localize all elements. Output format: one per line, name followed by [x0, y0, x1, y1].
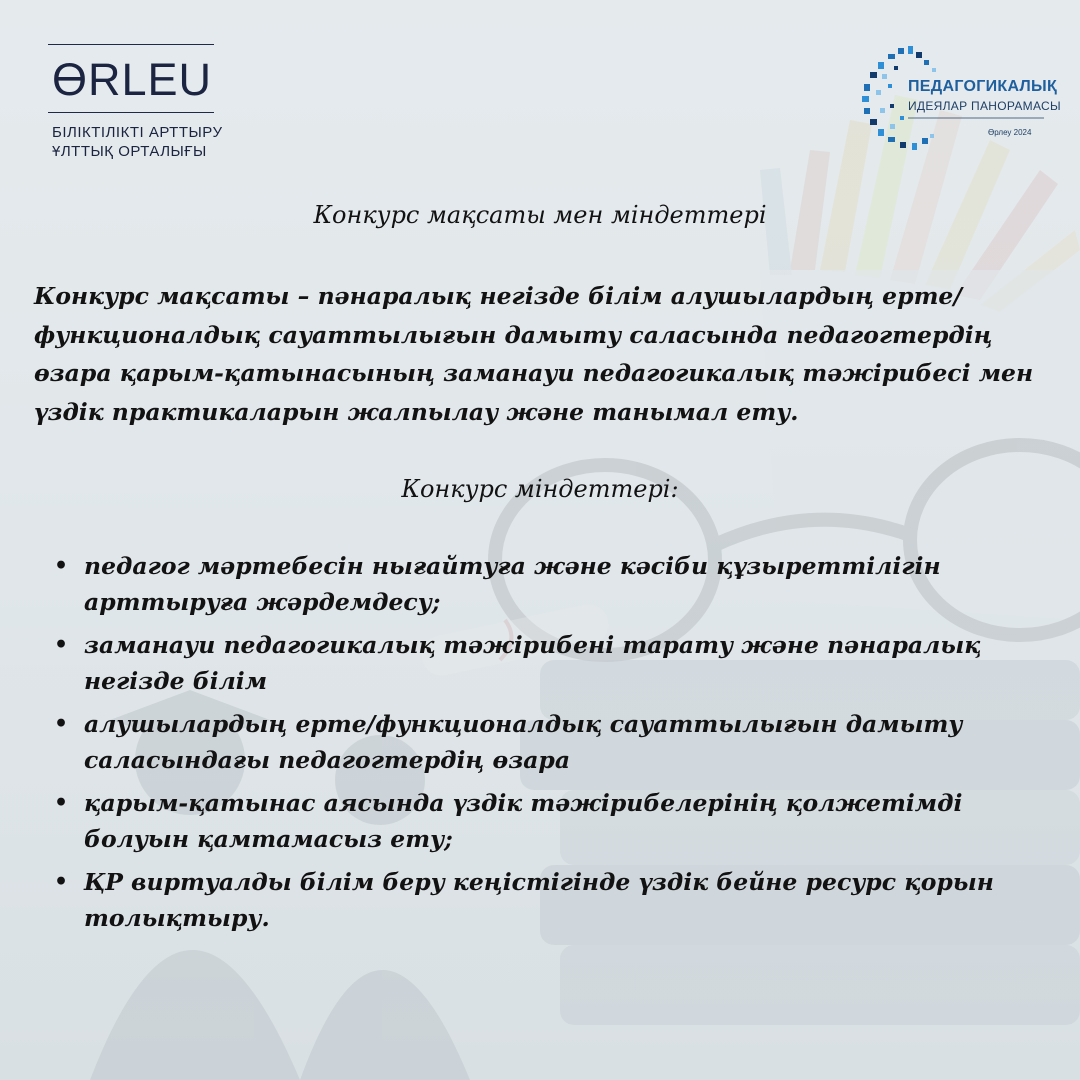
logo-name: ƟRLEU	[52, 54, 213, 105]
panorama-logo	[858, 44, 1061, 159]
list-item	[50, 627, 1050, 699]
page-title: Конкурс мақсаты мен міндеттері	[313, 201, 767, 229]
tasks-title: Конкурс міндеттері:	[401, 475, 679, 503]
list-item-text: алушылардың ерте/функционалдық сауаттылығын дамыту саласындағы педагогтердің өзара	[84, 710, 963, 774]
goal-paragraph: Конкурс мақсаты – пәнаралық негізде білім алушылардың ерте/функционалдық сауаттылығын дамыту саласында педагогтердің өзара қарым-қатынасының заманауи педагогикалық тәжірибесі мен үздік практикаларын жалпылау және танымал ету.	[34, 282, 1034, 426]
logo-bottom-rule	[48, 112, 214, 113]
bullet-icon: •	[54, 632, 69, 658]
orleu-logo	[48, 44, 223, 161]
list-item	[50, 864, 1050, 936]
panorama-subtitle: ИДЕЯЛАР ПАНОРАМАСЫ	[908, 99, 1061, 113]
list-item-text: педагог мәртебесін нығайтуға және кәсіби құзыреттілігін арттыруға жәрдемдесу;	[84, 552, 941, 616]
tasks-list	[50, 548, 1050, 943]
bullet-icon: •	[54, 869, 69, 895]
list-item	[50, 548, 1050, 620]
bullet-icon: •	[54, 711, 69, 737]
logo-subtitle-line1: БІЛІКТІЛІКТІ АРТТЫРУ	[52, 124, 223, 141]
logo-top-rule	[48, 44, 214, 45]
bullet-icon: •	[54, 553, 69, 579]
panorama-year: Өрлеу 2024	[988, 128, 1032, 137]
list-item-text: ҚР виртуалды білім беру кеңістігінде үздік бейне ресурс қорын толықтыру.	[84, 868, 994, 932]
list-item-text: заманауи педагогикалық тәжірибені тарату және пәнаралық негізде білім	[84, 631, 981, 695]
bullet-icon: •	[54, 790, 69, 816]
logo-subtitle-line2: ҰЛТТЫҚ ОРТАЛЫҒЫ	[52, 143, 207, 160]
panorama-title: ПЕДАГОГИКАЛЫҚ	[908, 78, 1058, 95]
logo-subtitle	[52, 123, 223, 161]
list-item	[50, 785, 1050, 857]
list-item-text: қарым-қатынас аясында үздік тәжірибелерінің қолжетімді болуын қамтамасыз ету;	[84, 789, 963, 853]
list-item	[50, 706, 1050, 778]
